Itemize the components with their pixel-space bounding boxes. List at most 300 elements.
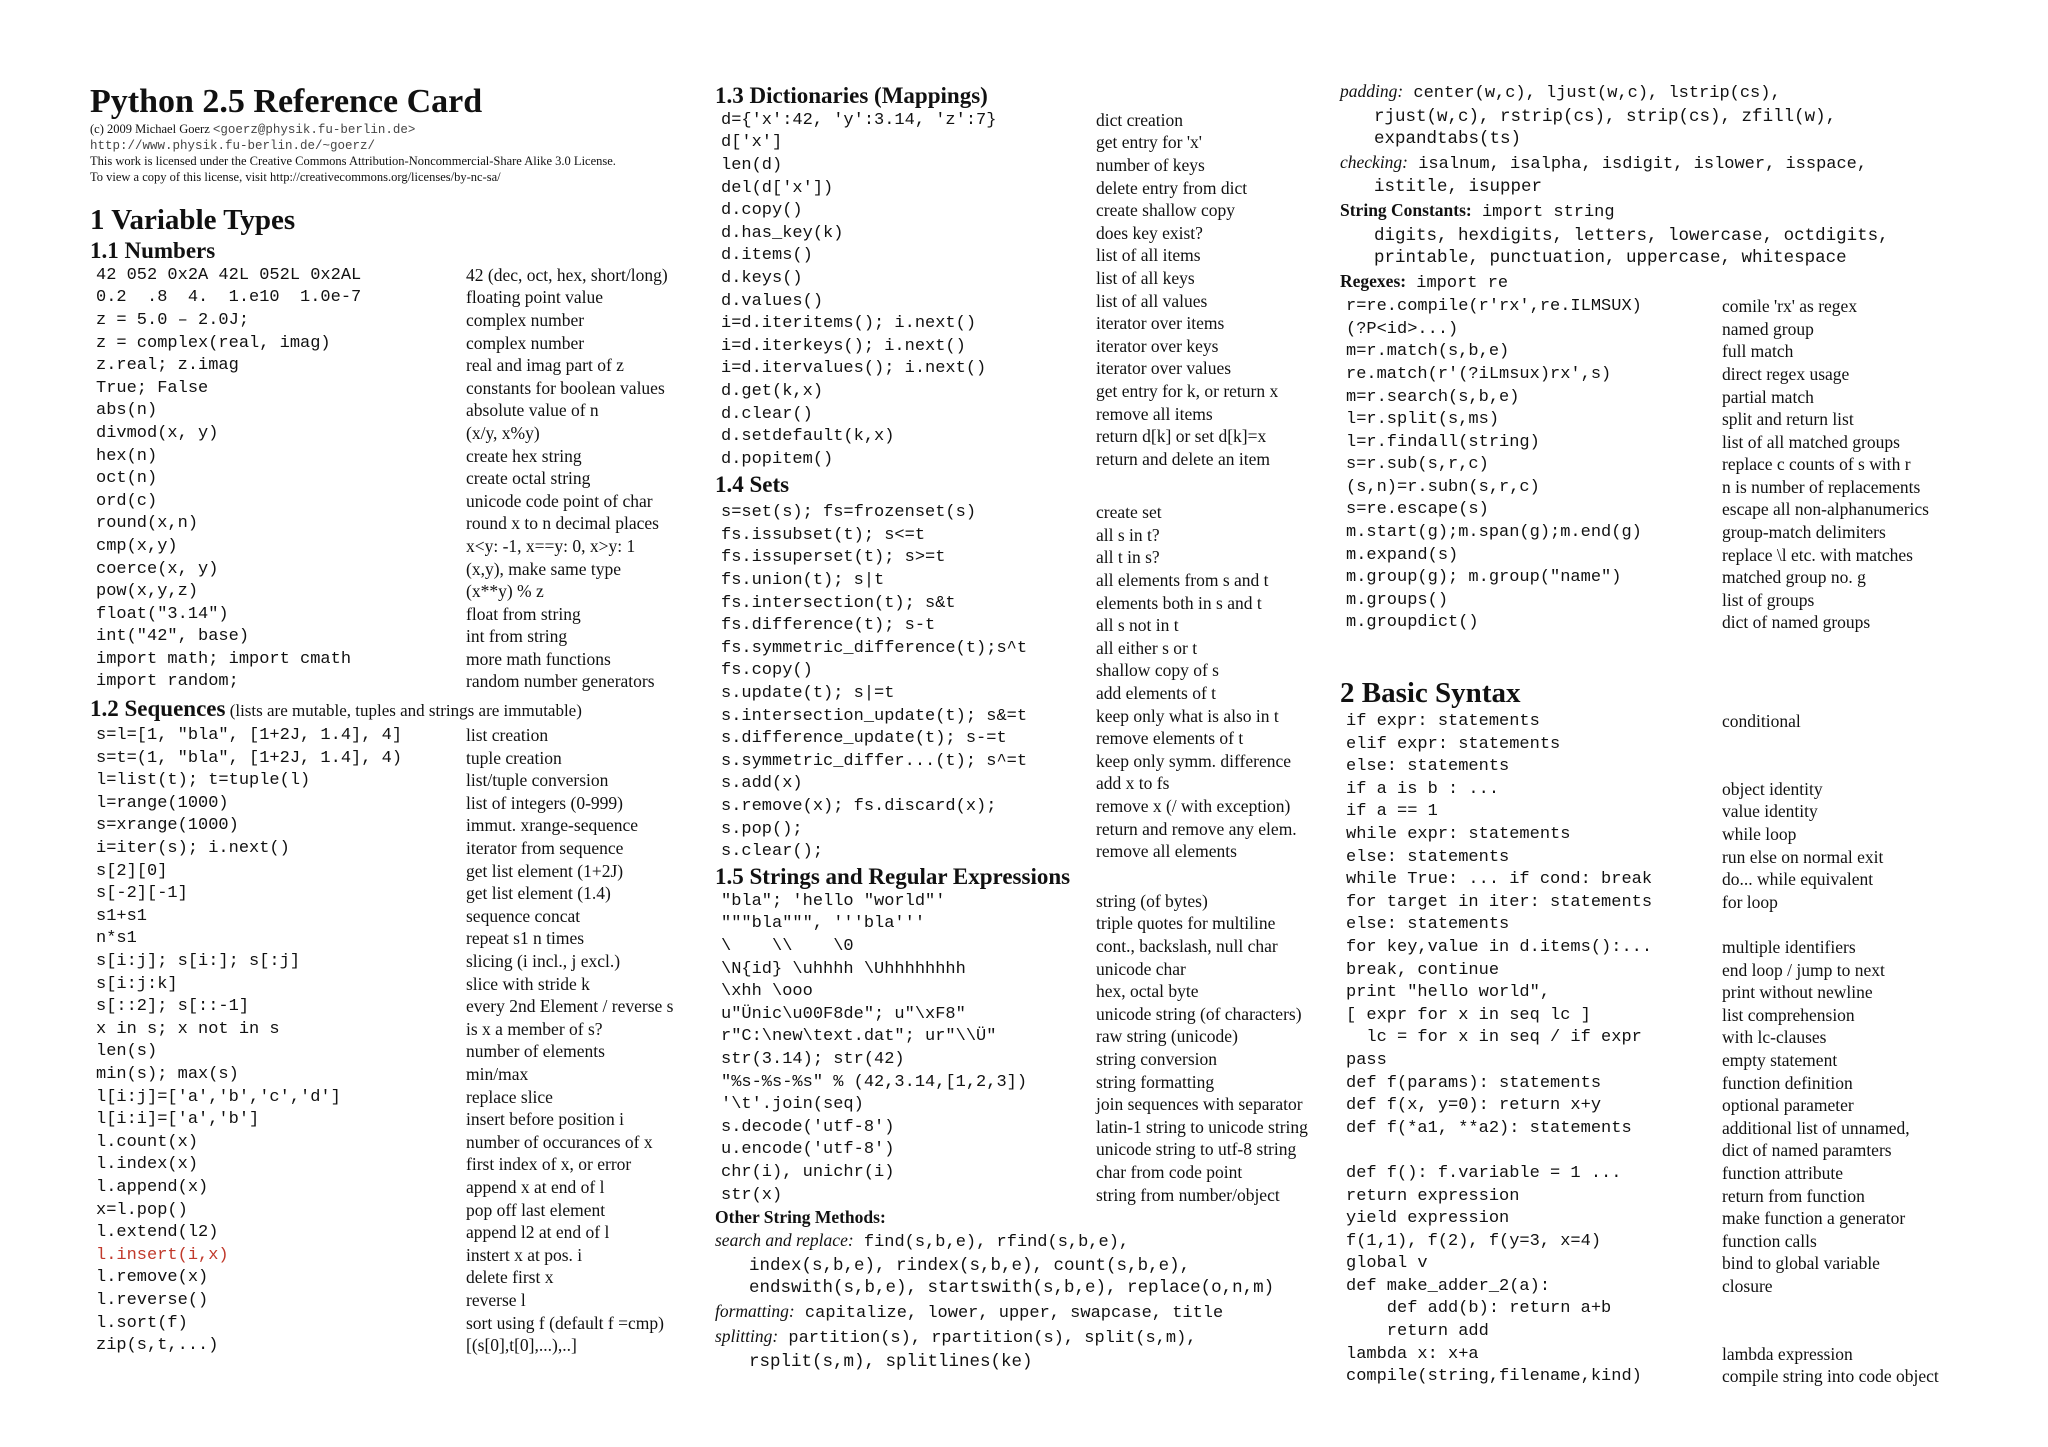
- table-row: [715, 958, 1335, 981]
- description: slice with stride k: [466, 973, 590, 994]
- description: complex number: [466, 332, 585, 353]
- code-snippet: return expression: [1346, 1186, 1520, 1206]
- table-row: [90, 626, 710, 649]
- description: named group: [1722, 318, 1814, 339]
- constants-label: String Constants:: [1340, 199, 1472, 220]
- code-snippet: fs.copy(): [721, 661, 813, 681]
- description: hex, octal byte: [1096, 981, 1199, 1002]
- table-row: [1340, 1230, 2000, 1253]
- table-row: [1340, 1207, 2000, 1230]
- code-snippet: d['x']: [721, 133, 783, 153]
- description: dict of named groups: [1722, 612, 1871, 633]
- description: number of elements: [466, 1041, 605, 1062]
- table-row: [90, 535, 710, 558]
- table-row: [1340, 1343, 2000, 1366]
- description: multiple identifiers: [1722, 936, 1856, 957]
- table-row: [1340, 1320, 2000, 1343]
- description: full match: [1722, 341, 1794, 362]
- description: return and remove any elem.: [1096, 818, 1297, 839]
- code-snippet: while True: ... if cond: break: [1346, 870, 1653, 890]
- description: delete entry from dict: [1096, 177, 1248, 198]
- code-snippet: fs.union(t); s|t: [721, 571, 885, 591]
- code-snippet: str(3.14); str(42): [721, 1049, 905, 1069]
- sequences-note: (lists are mutable, tuples and strings are immutable): [225, 701, 582, 721]
- code-snippet: d.has_key(k): [721, 223, 844, 243]
- table-row: [715, 502, 1335, 525]
- description: more math functions: [466, 648, 611, 669]
- description: random number generators: [466, 671, 655, 692]
- description: return from function: [1722, 1185, 1865, 1206]
- description: all s in t?: [1096, 524, 1160, 545]
- description: function calls: [1722, 1230, 1817, 1251]
- description: sequence concat: [466, 905, 581, 926]
- code-snippet: fs.difference(t); s-t: [721, 616, 936, 636]
- section-strings: 1.5 Strings and Regular Expressions: [715, 864, 1071, 889]
- code-snippet: d.clear(): [721, 404, 813, 424]
- table-row: [90, 882, 710, 905]
- code-snippet: def add(b): return a+b: [1346, 1299, 1612, 1319]
- description: round x to n decimal places: [466, 513, 659, 534]
- table-row: [715, 1048, 1335, 1071]
- table-row: [90, 1334, 710, 1357]
- table-row: [1340, 341, 2000, 364]
- table-row: [715, 1184, 1335, 1207]
- table-row: [90, 1199, 710, 1222]
- description: iterator over keys: [1096, 335, 1219, 356]
- table-row: [90, 1063, 710, 1086]
- code-snippet: m=r.search(s,b,e): [1346, 387, 1520, 407]
- description: group-match delimiters: [1722, 522, 1886, 543]
- code-snippet: (s,n)=r.subn(s,r,c): [1346, 477, 1540, 497]
- code-snippet: \ \\ \0: [721, 936, 854, 956]
- description: triple quotes for multiline: [1096, 913, 1276, 934]
- table-row: [715, 109, 1335, 132]
- table-row: [90, 973, 710, 996]
- description: list of integers (0-999): [466, 792, 623, 813]
- description: tuple creation: [466, 747, 562, 768]
- table-row: [1340, 1162, 2000, 1185]
- description: make function a generator: [1722, 1208, 1906, 1229]
- description: constants for boolean values: [466, 377, 665, 398]
- code-snippet: def f(x, y=0): return x+y: [1346, 1096, 1602, 1116]
- code-snippet: 0.2 .8 4. 1.e10 1.0e-7: [96, 288, 362, 308]
- code-snippet: re.match(r'(?iLmsux)rx',s): [1346, 364, 1612, 384]
- table-row: [715, 425, 1335, 448]
- code-snippet: import random;: [96, 672, 239, 692]
- code-snippet: d.copy(): [721, 201, 803, 221]
- table-row: [1340, 408, 2000, 431]
- code-snippet: l[i:j]=['a','b','c','d']: [96, 1087, 341, 1107]
- code-snippet: for key,value in d.items():...: [1346, 937, 1653, 957]
- description: pop off last element: [466, 1199, 606, 1220]
- description: dict of named paramters: [1722, 1140, 1892, 1161]
- description: list of all matched groups: [1722, 431, 1900, 452]
- table-row: [715, 335, 1335, 358]
- description: partial match: [1722, 386, 1814, 407]
- syntax-list: [1340, 710, 2000, 1388]
- splitting-label: splitting:: [715, 1326, 779, 1347]
- table-row: [715, 980, 1335, 1003]
- description: keep only symm. difference: [1096, 750, 1292, 771]
- code-snippet: s1+s1: [96, 906, 148, 926]
- search-replace-label: search and replace:: [715, 1229, 854, 1250]
- code-snippet: s.intersection_update(t); s&=t: [721, 706, 1028, 726]
- credit-prefix: (c) 2009 Michael Goerz: [90, 122, 213, 136]
- code-snippet: del(d['x']): [721, 178, 834, 198]
- table-row: [90, 1244, 710, 1267]
- code-snippet: l.reverse(): [96, 1290, 209, 1310]
- code-snippet: True; False: [96, 378, 209, 398]
- table-row: [715, 1026, 1335, 1049]
- description: iterator over values: [1096, 358, 1232, 379]
- other-string-methods-title: Other String Methods:: [715, 1207, 886, 1228]
- table-row: [1340, 431, 2000, 454]
- table-row: [715, 312, 1335, 335]
- table-row: [1340, 1140, 2000, 1163]
- code-snippet: s[i:j:k]: [96, 974, 178, 994]
- table-row: [1340, 1004, 2000, 1027]
- description: while loop: [1722, 824, 1797, 845]
- description: with lc-clauses: [1722, 1027, 1827, 1048]
- code-snippet: len(s): [96, 1042, 158, 1062]
- table-row: [90, 860, 710, 883]
- code-snippet: while expr: statements: [1346, 825, 1571, 845]
- table-row: [715, 682, 1335, 705]
- code-snippet: yield expression: [1346, 1209, 1510, 1229]
- description: return and delete an item: [1096, 448, 1270, 469]
- table-row: [1340, 959, 2000, 982]
- description: function attribute: [1722, 1162, 1844, 1183]
- code-snippet: \N{id} \uhhhh \Uhhhhhhhh: [721, 959, 966, 979]
- description: 42 (dec, oct, hex, short/long): [466, 264, 668, 285]
- description: run else on normal exit: [1722, 846, 1884, 867]
- section-basic-syntax: 2 Basic Syntax: [1340, 677, 1521, 710]
- description: end loop / jump to next: [1722, 959, 1885, 980]
- search-replace-3: endswith(s,b,e), startswith(s,b,e), replace(o,n,m): [749, 1278, 1275, 1299]
- description: [(s[0],t[0],...),..]: [466, 1335, 577, 1356]
- description: cont., backslash, null char: [1096, 935, 1278, 956]
- splitting-2: rsplit(s,m), splitlines(ke): [749, 1351, 1033, 1372]
- description: create set: [1096, 502, 1162, 523]
- table-row: [715, 1071, 1335, 1094]
- description: every 2nd Element / reverse s: [466, 996, 674, 1017]
- table-row: [90, 490, 710, 513]
- description: float from string: [466, 603, 581, 624]
- description: list of all values: [1096, 290, 1208, 311]
- license-line-1: This work is licensed under the Creative Commons Attribution-Noncommercial-Share Alike 3.0 License.: [90, 154, 616, 168]
- code-snippet: s=l=[1, "bla", [1+2J, 1.4], 4]: [96, 726, 403, 746]
- description: does key exist?: [1096, 222, 1203, 243]
- table-row: [715, 1139, 1335, 1162]
- code-snippet: l.count(x): [96, 1132, 199, 1152]
- code-snippet: u"Ünic\u00F8de"; u"\xF8": [721, 1004, 966, 1024]
- description: remove all elements: [1096, 841, 1237, 862]
- description: get entry for k, or return x: [1096, 380, 1279, 401]
- table-row: [90, 724, 710, 747]
- description: min/max: [466, 1063, 529, 1084]
- table-row: [1340, 295, 2000, 318]
- table-row: [715, 890, 1335, 913]
- description: list comprehension: [1722, 1004, 1855, 1025]
- table-row: [90, 603, 710, 626]
- code-snippet: n*s1: [96, 929, 137, 949]
- code-snippet: l.index(x): [96, 1155, 199, 1175]
- code-snippet: d.popitem(): [721, 449, 834, 469]
- description: immut. xrange-sequence: [466, 815, 639, 836]
- table-row: [1340, 1365, 2000, 1388]
- table-row: [1340, 868, 2000, 891]
- code-snippet: fs.symmetric_difference(t);s^t: [721, 638, 1028, 658]
- table-row: [90, 1154, 710, 1177]
- code-snippet: r"C:\new\text.dat"; ur"\\Ü": [721, 1027, 997, 1047]
- table-row: [90, 1289, 710, 1312]
- table-row: [90, 422, 710, 445]
- code-snippet: zip(s,t,...): [96, 1336, 219, 1356]
- table-row: [90, 1312, 710, 1335]
- code-snippet: s.decode('utf-8'): [721, 1117, 895, 1137]
- code-snippet: l=r.split(s,ms): [1346, 410, 1500, 430]
- description: insert before position i: [466, 1109, 624, 1130]
- description: for loop: [1722, 891, 1778, 912]
- code-snippet: '\t'.join(seq): [721, 1095, 864, 1115]
- description: reverse l: [466, 1289, 526, 1310]
- table-row: [90, 1108, 710, 1131]
- description: escape all non-alphanumerics: [1722, 499, 1929, 520]
- description: sort using f (default f =cmp): [466, 1312, 664, 1333]
- code-snippet: d={'x':42, 'y':3.14, 'z':7}: [721, 110, 997, 130]
- description: create octal string: [466, 468, 591, 489]
- table-row: [90, 354, 710, 377]
- description: real and imag part of z: [466, 355, 624, 376]
- table-row: [715, 727, 1335, 750]
- table-row: [1340, 755, 2000, 778]
- code-snippet: i=d.itervalues(); i.next(): [721, 359, 987, 379]
- section-variable-types: 1 Variable Types: [90, 204, 296, 236]
- description: (x**y) % z: [466, 581, 544, 602]
- code-snippet: else: statements: [1346, 847, 1510, 867]
- code-snippet: s.pop();: [721, 819, 803, 839]
- table-row: [90, 580, 710, 603]
- description: empty statement: [1722, 1049, 1838, 1070]
- description: matched group no. g: [1722, 567, 1866, 588]
- table-row: [1340, 823, 2000, 846]
- code-snippet: z = 5.0 – 2.0J;: [96, 310, 250, 330]
- table-row: [715, 547, 1335, 570]
- code-snippet: pass: [1346, 1050, 1387, 1070]
- description: first index of x, or error: [466, 1154, 632, 1175]
- description: conditional: [1722, 711, 1801, 732]
- author-url: http://www.physik.fu-berlin.de/~goerz/: [90, 138, 376, 153]
- description: n is number of replacements: [1722, 476, 1921, 497]
- description: remove elements of t: [1096, 728, 1244, 749]
- table-row: [1340, 1027, 2000, 1050]
- description: (x/y, x%y): [466, 422, 540, 443]
- description: elements both in s and t: [1096, 592, 1262, 613]
- table-row: [1340, 1094, 2000, 1117]
- code-snippet: break, continue: [1346, 960, 1500, 980]
- table-row: [90, 837, 710, 860]
- table-row: [90, 950, 710, 973]
- code-snippet: s[2][0]: [96, 861, 168, 881]
- code-snippet: if a is b : ...: [1346, 779, 1500, 799]
- code-snippet: import math; import cmath: [96, 649, 352, 669]
- code-snippet: l.insert(i,x): [96, 1245, 229, 1265]
- search-replace-line-1: [715, 1229, 1335, 1255]
- description: latin-1 string to unicode string: [1096, 1116, 1308, 1137]
- table-row: [90, 648, 710, 671]
- constants-2: digits, hexdigits, letters, lowercase, octdigits,: [1374, 225, 1889, 246]
- table-row: [1340, 318, 2000, 341]
- code-snippet: m.start(g);m.span(g);m.end(g): [1346, 523, 1642, 543]
- code-snippet: s.add(x): [721, 774, 803, 794]
- code-snippet: d.items(): [721, 246, 813, 266]
- description: split and return list: [1722, 409, 1854, 430]
- code-snippet: s=set(s); fs=frozenset(s): [721, 503, 977, 523]
- search-replace-1: find(s,b,e), rfind(s,b,e),: [853, 1232, 1130, 1252]
- code-snippet: l.extend(l2): [96, 1223, 219, 1243]
- table-row: [1340, 801, 2000, 824]
- table-row: [715, 154, 1335, 177]
- table-row: [90, 747, 710, 770]
- code-snippet: pow(x,y,z): [96, 582, 199, 602]
- table-row: [1340, 476, 2000, 499]
- description: keep only what is also in t: [1096, 705, 1279, 726]
- code-snippet: fs.issubset(t); s<=t: [721, 525, 926, 545]
- code-snippet: l.remove(x): [96, 1268, 209, 1288]
- table-row: [715, 637, 1335, 660]
- code-snippet: i=iter(s); i.next(): [96, 839, 290, 859]
- numbers-list: [90, 264, 710, 693]
- description: list of all items: [1096, 245, 1201, 266]
- code-snippet: l.sort(f): [96, 1313, 188, 1333]
- code-snippet: m.group(g); m.group("name"): [1346, 568, 1622, 588]
- table-row: [90, 467, 710, 490]
- code-snippet: d.keys(): [721, 268, 803, 288]
- padding-3: expandtabs(ts): [1374, 129, 1522, 150]
- license-line-2: To view a copy of this license, visit http://creativecommons.org/licenses/by-nc-sa/: [90, 169, 501, 184]
- description: repeat s1 n times: [466, 928, 585, 949]
- table-row: [715, 773, 1335, 796]
- table-row: [715, 222, 1335, 245]
- description: comile 'rx' as regex: [1722, 296, 1858, 317]
- sets-list: [715, 502, 1335, 864]
- code-snippet: m.expand(s): [1346, 545, 1459, 565]
- description: compile string into code object: [1722, 1366, 1939, 1387]
- table-row: [90, 400, 710, 423]
- table-row: [1340, 1298, 2000, 1321]
- section-sets: 1.4 Sets: [715, 471, 790, 497]
- table-row: [715, 660, 1335, 683]
- description: replace slice: [466, 1086, 553, 1107]
- description: function definition: [1722, 1072, 1853, 1093]
- code-snippet: \xhh \ooo: [721, 982, 813, 1002]
- table-row: [1340, 589, 2000, 612]
- description: all elements from s and t: [1096, 570, 1269, 591]
- code-snippet: compile(string,filename,kind): [1346, 1367, 1642, 1387]
- description: print without newline: [1722, 982, 1873, 1003]
- description: get list element (1+2J): [466, 860, 624, 881]
- code-snippet: def f(params): statements: [1346, 1073, 1602, 1093]
- table-row: [90, 558, 710, 581]
- description: absolute value of n: [466, 400, 599, 421]
- code-snippet: (?P<id>...): [1346, 319, 1459, 339]
- table-row: [90, 769, 710, 792]
- description: string formatting: [1096, 1071, 1215, 1092]
- code-snippet: f(1,1), f(2), f(y=3, x=4): [1346, 1231, 1602, 1251]
- description: optional parameter: [1722, 1095, 1854, 1116]
- regex-line-1: [1340, 270, 2000, 296]
- table-row: [1340, 363, 2000, 386]
- code-snippet: s.clear();: [721, 842, 824, 862]
- section-numbers: 1.1 Numbers: [90, 238, 216, 263]
- code-snippet: str(x): [721, 1185, 783, 1205]
- code-snippet: "%s-%s-%s" % (42,3.14,[1,2,3]): [721, 1072, 1028, 1092]
- credit-author: [90, 122, 710, 139]
- code-snippet: u.encode('utf-8'): [721, 1140, 895, 1160]
- description: is x a member of s?: [466, 1018, 603, 1039]
- dict-list: [715, 109, 1335, 471]
- code-snippet: lambda x: x+a: [1346, 1344, 1479, 1364]
- table-row: [715, 614, 1335, 637]
- description: string (of bytes): [1096, 890, 1208, 911]
- table-row: [1340, 566, 2000, 589]
- constants-line-1: [1340, 199, 2000, 225]
- description: replace \l etc. with matches: [1722, 544, 1913, 565]
- table-row: [715, 818, 1335, 841]
- description: return d[k] or set d[k]=x: [1096, 426, 1267, 447]
- padding-1: center(w,c), ljust(w,c), lstrip(cs),: [1403, 84, 1781, 103]
- checking-2: istitle, isupper: [1374, 177, 1543, 198]
- description: delete first x: [466, 1267, 554, 1288]
- table-row: [715, 1003, 1335, 1026]
- code-snippet: x=l.pop(): [96, 1200, 188, 1220]
- description: bind to global variable: [1722, 1253, 1880, 1274]
- code-snippet: l.append(x): [96, 1177, 209, 1197]
- code-snippet: print "hello world",: [1346, 983, 1551, 1003]
- code-snippet: i=d.iterkeys(); i.next(): [721, 336, 966, 356]
- description: list/tuple conversion: [466, 770, 609, 791]
- table-row: [90, 445, 710, 468]
- code-snippet: [ expr for x in seq lc ]: [1346, 1005, 1591, 1025]
- table-row: [1340, 1275, 2000, 1298]
- table-row: [715, 199, 1335, 222]
- checking-1: isalnum, isalpha, isdigit, islower, isspace,: [1408, 154, 1868, 174]
- code-snippet: min(s); max(s): [96, 1064, 239, 1084]
- table-row: [715, 795, 1335, 818]
- author-email: <goerz@physik.fu-berlin.de>: [212, 123, 416, 137]
- table-row: [1340, 891, 2000, 914]
- table-row: [1340, 846, 2000, 869]
- table-row: [1340, 914, 2000, 937]
- description: iterator over items: [1096, 313, 1225, 334]
- code-snippet: else: statements: [1346, 915, 1510, 935]
- description: (x,y), make same type: [466, 558, 622, 579]
- column-3: [1340, 0, 2000, 1388]
- code-snippet: abs(n): [96, 401, 158, 421]
- table-row: [90, 377, 710, 400]
- code-snippet: fs.intersection(t); s&t: [721, 593, 956, 613]
- code-snippet: """bla""", '''bla''': [721, 914, 926, 934]
- regex-list: [1340, 295, 2000, 634]
- code-snippet: s[::2]; s[::-1]: [96, 997, 250, 1017]
- code-snippet: return add: [1346, 1322, 1489, 1342]
- code-snippet: lc = for x in seq / if expr: [1346, 1028, 1642, 1048]
- code-snippet: s=re.escape(s): [1346, 500, 1489, 520]
- table-row: [1340, 386, 2000, 409]
- table-row: [90, 1221, 710, 1244]
- description: create shallow copy: [1096, 200, 1235, 221]
- description: char from code point: [1096, 1161, 1243, 1182]
